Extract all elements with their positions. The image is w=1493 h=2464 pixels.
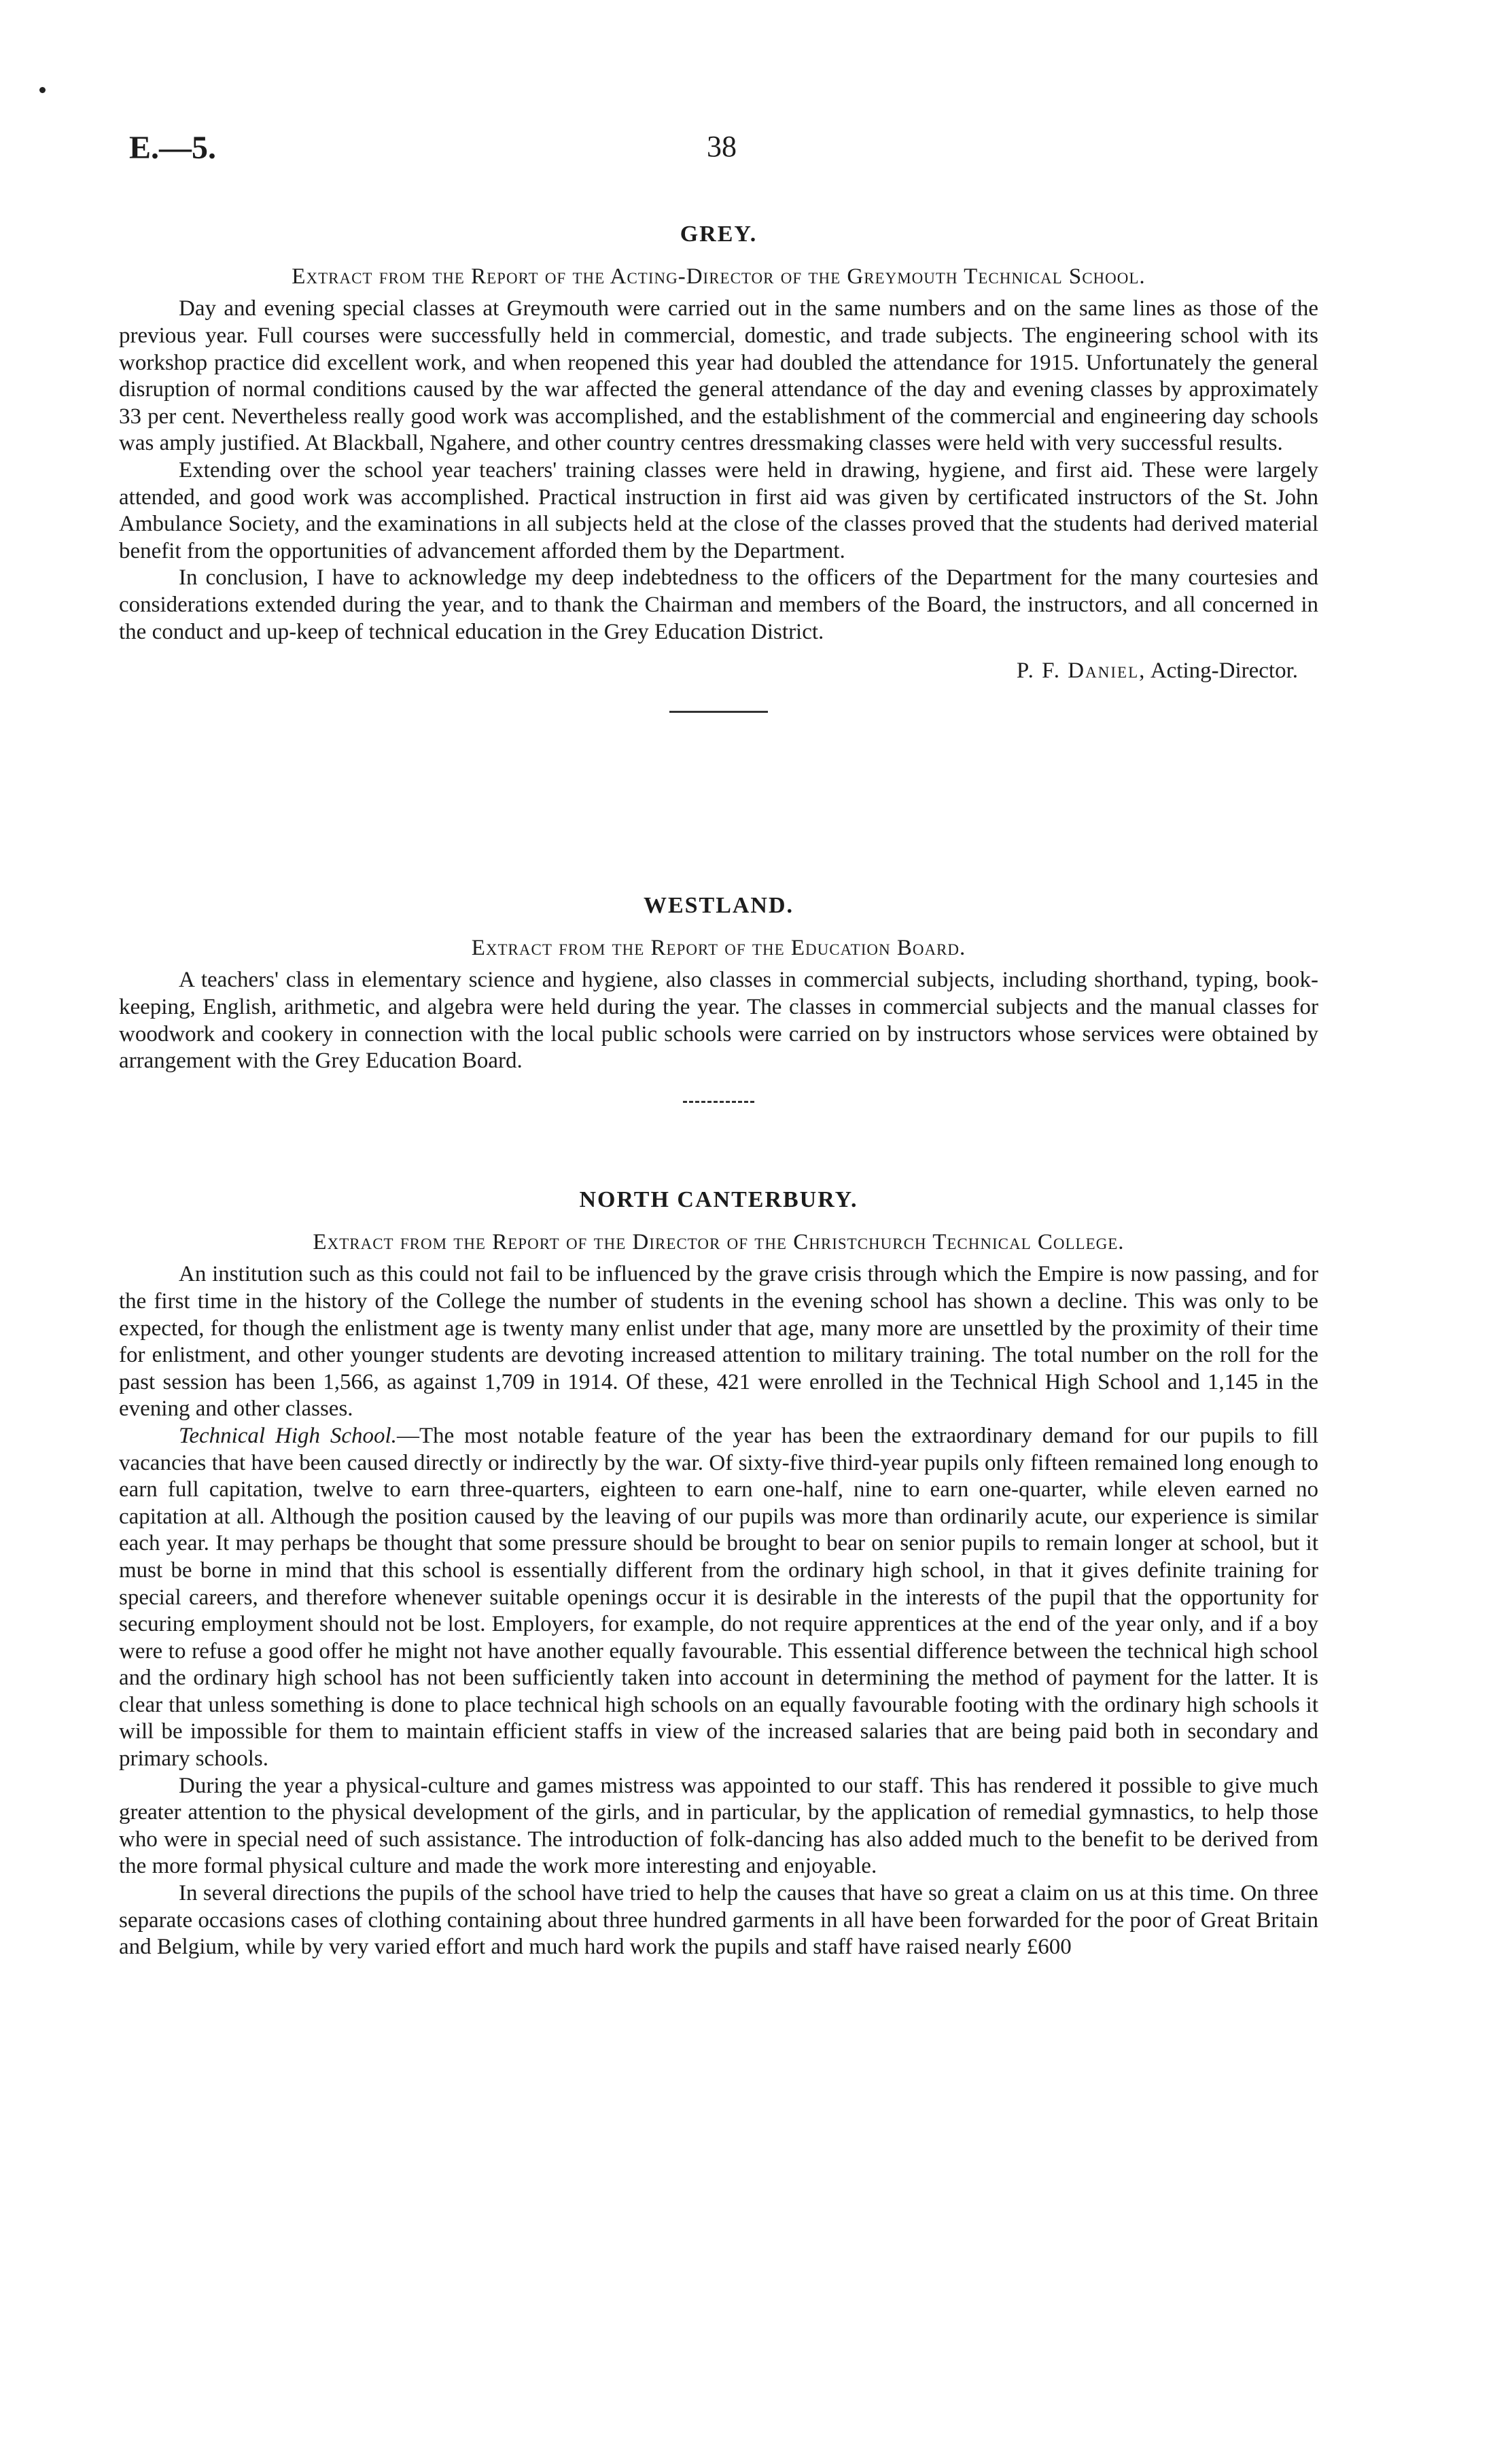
section-divider bbox=[669, 711, 768, 713]
section-title: GREY. bbox=[680, 222, 758, 247]
margin-dot bbox=[39, 87, 46, 93]
section-subtitle: Extract from the Report of the Director of the Christchurch Technical College. bbox=[313, 1229, 1125, 1254]
signature bbox=[119, 658, 1318, 685]
section-north-canterbury bbox=[119, 1186, 1318, 1961]
paragraph: An institution such as this could not fail to be influenced by the grave crisis through which the Empire is now passing, and for the first time in the history of the College the number of students in the evening school has shown a decline. This was only to be expected, for though the enlistment age is twenty many enlist under that age, many more are unsettled by the proximity of their time for enlistment, and other younger students are devoting increased attention to military training. The total number on the roll for the past session has been 1,566, as against 1,709 in 1914. Of these, 421 were enrolled in the Technical High School and 1,145 in the evening and other classes. bbox=[119, 1262, 1318, 1422]
paragraph: In several directions the pupils of the school have tried to help the causes that have so great a claim on us at this time. On three separate occasions cases of clothing containing about three hundred garments in all have been forwarded for the poor of Great Britain and Belgium, while by very varied effort and much hard work the pupils and staff have raised nearly £600 bbox=[119, 1881, 1318, 1960]
signature-name: P. F. Daniel, bbox=[1016, 658, 1146, 684]
inline-heading: Technical High School. bbox=[179, 1423, 397, 1448]
signature-title: Acting-Director. bbox=[1150, 658, 1298, 684]
section-subtitle: Extract from the Report of the Education Board. bbox=[471, 935, 966, 960]
paragraph: During the year a physical-culture and games mistress was appointed to our staff. This has rendered it possible to give much greater attention to the physical development of the girls, and in particular, by the application of remedial gymnastics, to help those who were in special need of such assistance. The introduction of folk-dancing has also added much to the benefit to be derived from the more formal physical culture and made the work more interesting and enjoyable. bbox=[119, 1773, 1318, 1879]
section-divider bbox=[683, 1101, 754, 1103]
paragraph bbox=[119, 1423, 1318, 1773]
document-reference: E.—5. bbox=[129, 130, 217, 166]
section-grey bbox=[119, 221, 1318, 713]
paragraph: In conclusion, I have to acknowledge my deep indebtedness to the officers of the Department for the many courtesies and considerations extended during the year, and to thank the Chairman and members of the Board, the instructors, and all concerned in the conduct and up-keep of technical education in the Grey Education District. bbox=[119, 565, 1318, 644]
paragraph-body: —The most notable feature of the year has been the extraordinary demand for our pupils to fill vacancies that have been caused directly or indirectly by the war. Of sixty-five third-year pupils only fifteen remained long enough to earn full capitation, twelve to earn three-quarters, eighteen to earn one-half, nine to earn one-quarter, while eleven earned no capitation at all. Although the position caused by the leaving of our pupils was more than ordinarily acute, our experience is similar each year. It may perhaps be thought that some pressure should be brought to bear on senior pupils to remain longer at school, but it must be borne in mind that this school is essentially different from the ordinary high school, in that it gives definite training for special careers, and therefore whenever suitable openings occur it is desirable in the interests of the pupil that the opportunity for securing employment should not be lost. Employers, for example, do not require apprentices at the end of the year only, and if a boy were to refuse a good offer he might not have another equally favourable. This essential difference between the technical high school and the ordinary high school has not been sufficiently taken into account in determining the method of payment for the latter. It is clear that unless something is done to place technical high schools on an equally favourable footing with the ordinary high schools it will be impossible for them to maintain efficient staffs in view of the increased salaries that are being paid both in secondary and primary schools. bbox=[119, 1423, 1318, 1772]
section-title: NORTH CANTERBURY. bbox=[579, 1187, 858, 1212]
paragraph: Day and evening special classes at Greymouth were carried out in the same numbers and on the same lines as those of the previous year. Full courses were successfully held in commercial, domestic, and trade subjects. The engineering school with its workshop practice did excellent work, and when reopened this year had doubled the attendance for 1915. Unfortunately the general disruption of normal conditions caused by the war affected the general attendance of the day and evening classes by approximately 33 per cent. Nevertheless really good work was accomplished, and the establishment of the commercial and engineering day schools was amply justified. At Blackball, Ngahere, and other country centres dressmaking classes were held with very successful results. bbox=[119, 296, 1318, 456]
paragraph: Extending over the school year teachers' training classes were held in drawing, hygiene, and first aid. These were largely attended, and good work was accomplished. Practical instruction in first aid was given by certificated instructors of the St. John Ambulance Society, and the examinations in all subjects held at the close of the classes proved that the students had derived material benefit from the opportunities of advancement afforded them by the Department. bbox=[119, 457, 1318, 563]
section-subtitle: Extract from the Report of the Acting-Director of the Greymouth Technical School. bbox=[292, 264, 1146, 289]
page-header bbox=[0, 129, 1493, 177]
section-title: WESTLAND. bbox=[643, 893, 794, 918]
paragraph: A teachers' class in elementary science and hygiene, also classes in commercial subjects, including shorthand, typing, book-keeping, English, arithmetic, and algebra were held during the year. The classes in commercial subjects and the manual classes for woodwork and cookery in connection with the local public schools were carried on by instructors whose services were obtained by arrangement with the Grey Education Board. bbox=[119, 968, 1318, 1074]
page-number: 38 bbox=[707, 130, 737, 163]
section-westland bbox=[119, 892, 1318, 1103]
